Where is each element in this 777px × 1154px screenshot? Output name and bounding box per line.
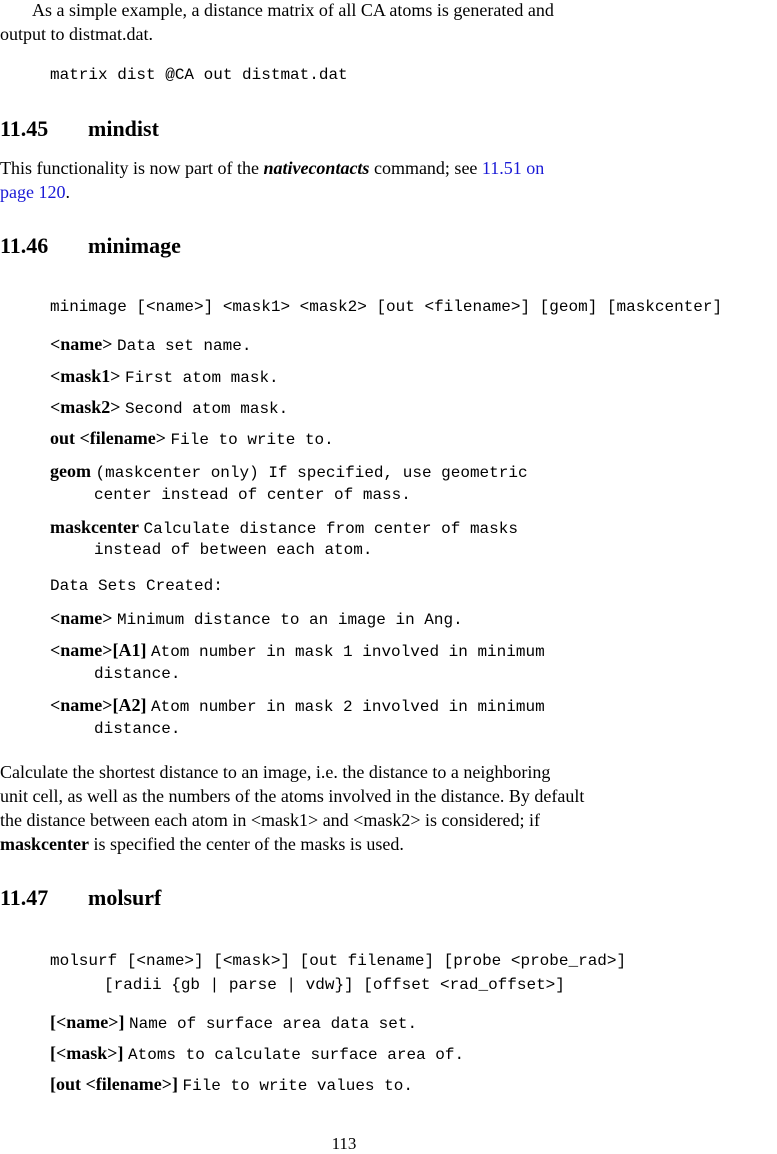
arg-term: <filename> — [79, 428, 167, 448]
created-term: <name> — [50, 608, 113, 628]
section-number: 11.45 — [0, 116, 49, 141]
arg-maskcenter — [50, 515, 518, 541]
arg-desc: First atom mask. — [125, 369, 279, 387]
arg-term: geom — [50, 461, 91, 481]
paragraph-line: unit cell, as well as the numbers of the atoms involved in the distance. By default — [0, 786, 585, 806]
paragraph-line: is specified the center of the masks is used. — [88, 834, 404, 854]
arg-desc: Name of surface area data set. — [129, 1015, 418, 1033]
arg-mask2 — [50, 395, 288, 421]
created-a1 — [50, 638, 545, 664]
arg-mask — [50, 1041, 464, 1067]
arg-desc: Second atom mask. — [125, 400, 289, 418]
mindist-paragraph — [0, 156, 688, 204]
section-title: molsurf — [88, 885, 162, 910]
section-heading-mindist — [0, 116, 159, 142]
page-number: 113 — [331, 1134, 357, 1153]
arg-desc: Data set name. — [117, 337, 252, 355]
section-title: mindist — [88, 116, 159, 141]
arg-term: [out <filename>] — [50, 1074, 178, 1094]
intro-code: matrix dist @CA out distmat.dat — [50, 66, 348, 84]
created-term: <name>[A1] — [50, 640, 147, 660]
minimage-paragraph — [0, 760, 688, 856]
arg-term: <mask1> — [50, 366, 121, 386]
arg-desc-continued: instead of between each atom. — [94, 541, 373, 559]
section-heading-minimage — [0, 233, 181, 259]
arg-geom — [50, 459, 528, 485]
arg-name — [50, 1010, 417, 1036]
arg-name — [50, 332, 251, 358]
ref-link-part-b[interactable]: page 120 — [0, 182, 66, 202]
minimage-syntax: minimage [<name>] <mask1> <mask2> [out <filename>] [geom] [maskcenter] — [50, 298, 723, 316]
created-a2 — [50, 693, 545, 719]
arg-term-keyword: out — [50, 428, 76, 448]
arg-out-filename — [50, 1072, 413, 1098]
intro-text-b: output to distmat.dat. — [0, 24, 153, 44]
arg-mask1 — [50, 364, 279, 390]
paragraph-line: the distance between each atom in <mask1> and <mask2> is considered; if — [0, 810, 540, 830]
molsurf-syntax-line-1: molsurf [<name>] [<mask>] [out filename] [probe <probe_rad>] — [50, 952, 627, 970]
nativecontacts-command: nativecontacts — [263, 158, 370, 178]
created-desc-continued: distance. — [94, 720, 181, 738]
data-sets-created-label: Data Sets Created: — [50, 577, 223, 595]
created-desc: Atom number in mask 2 involved in minimum — [151, 698, 545, 716]
created-name — [50, 606, 463, 632]
arg-term: [<mask>] — [50, 1043, 124, 1063]
arg-desc: Calculate distance from center of masks — [143, 520, 518, 538]
mindist-text-end: . — [65, 182, 70, 202]
arg-desc-continued: center instead of center of mass. — [94, 486, 411, 504]
ref-link-part-a[interactable]: 11.51 on — [481, 158, 545, 178]
section-number: 11.46 — [0, 233, 49, 258]
created-desc-continued: distance. — [94, 665, 181, 683]
arg-desc: File to write to. — [170, 431, 334, 449]
molsurf-syntax-line-2: [radii {gb | parse | vdw}] [offset <rad_offset>] — [104, 976, 565, 994]
arg-term: maskcenter — [50, 517, 139, 537]
arg-desc: (maskcenter only) If specified, use geometric — [95, 464, 528, 482]
arg-desc: Atoms to calculate surface area of. — [128, 1046, 465, 1064]
arg-term: [<name>] — [50, 1012, 125, 1032]
arg-term: <name> — [50, 334, 113, 354]
intro-paragraph — [0, 0, 688, 46]
created-term: <name>[A2] — [50, 695, 147, 715]
mindist-text: This functionality is now part of the — [0, 158, 264, 178]
intro-text-a: As a simple example, a distance matrix of all CA atoms is generated and — [32, 0, 554, 20]
arg-out-filename — [50, 426, 334, 452]
created-desc: Minimum distance to an image in Ang. — [117, 611, 463, 629]
mindist-text-mid: command; see — [369, 158, 482, 178]
created-desc: Atom number in mask 1 involved in minimum — [151, 643, 545, 661]
arg-term: <mask2> — [50, 397, 121, 417]
paragraph-line: Calculate the shortest distance to an image, i.e. the distance to a neighboring — [0, 762, 551, 782]
section-title: minimage — [88, 233, 181, 258]
arg-desc: File to write values to. — [182, 1077, 413, 1095]
section-number: 11.47 — [0, 885, 49, 910]
section-heading-molsurf — [0, 885, 161, 911]
maskcenter-keyword: maskcenter — [0, 834, 89, 854]
